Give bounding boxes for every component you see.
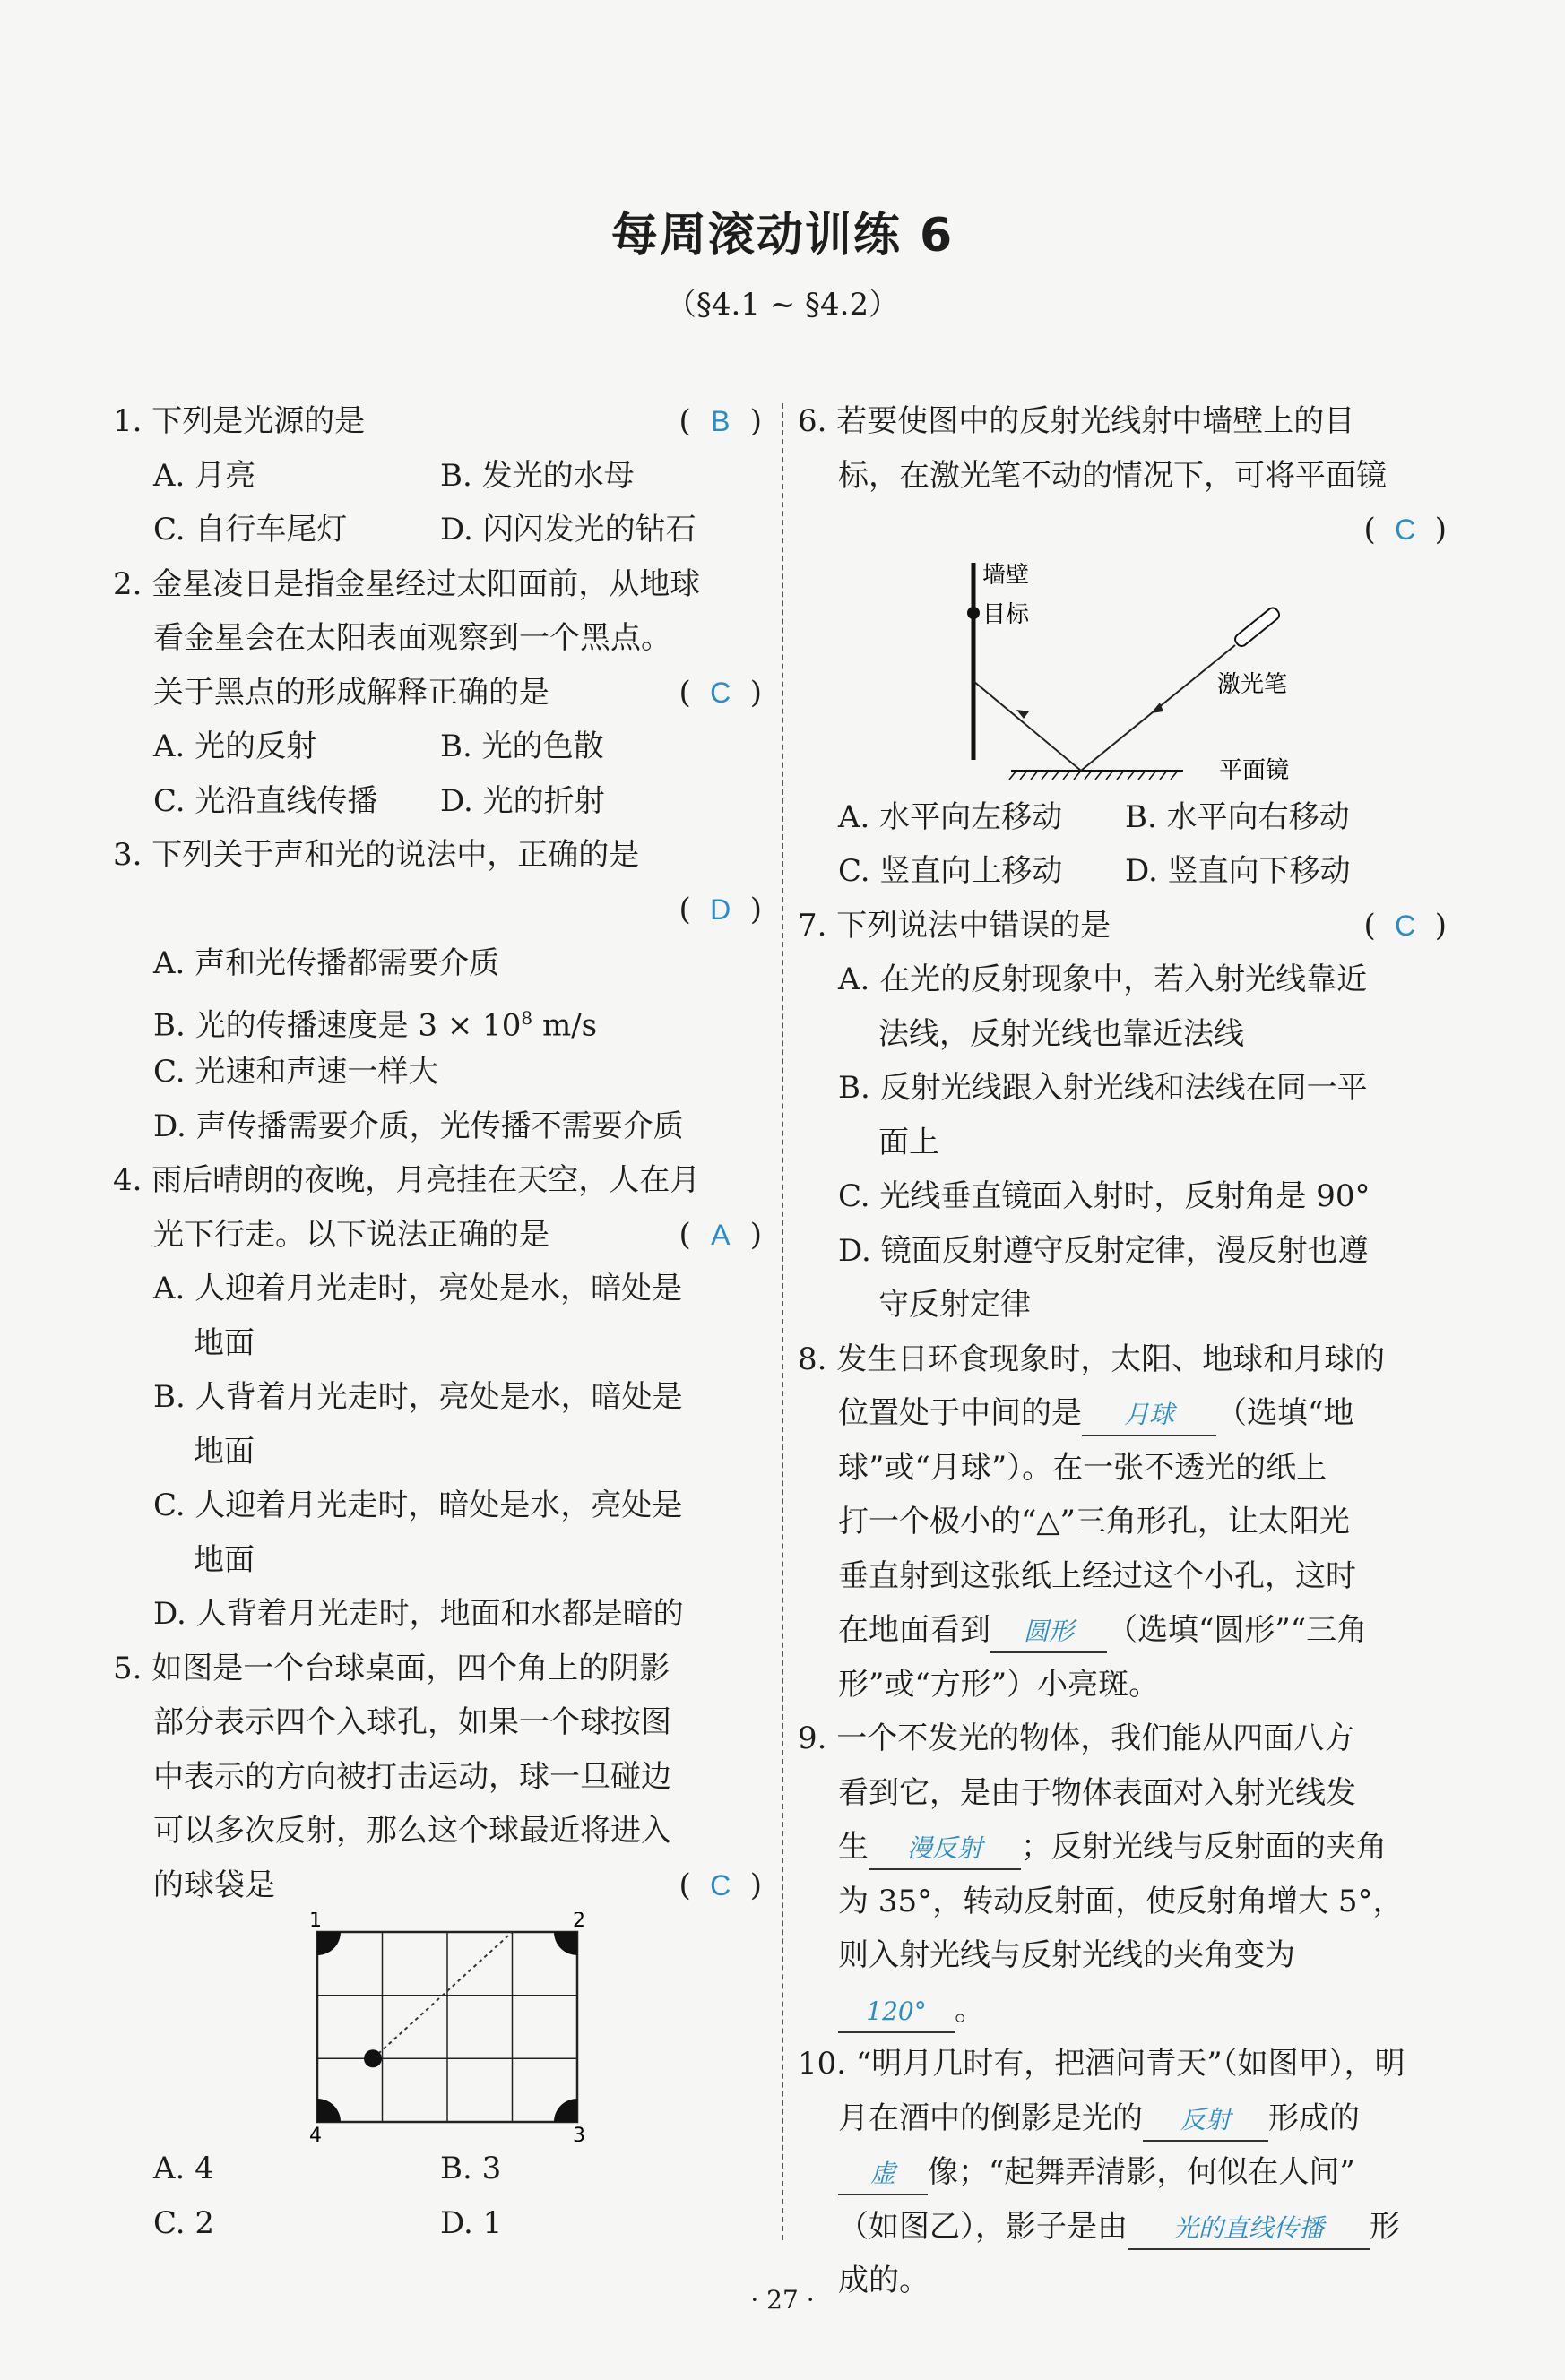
q4-option-b-cont: 地面 — [194, 1433, 255, 1470]
answer-bracket: ( C ) — [1363, 899, 1447, 953]
q6-option-c: C. 竖直向上移动 — [838, 853, 1063, 889]
q10-blank-2: 虚 — [838, 2154, 928, 2195]
q2-answer: C — [710, 676, 731, 709]
q7-option-d-cont: 守反射定律 — [878, 1287, 1031, 1323]
pocket-1 — [317, 1932, 341, 1955]
q8-line: 形”或“方形”）小亮斑。 — [838, 1666, 1160, 1703]
q9-line: 则入射光线与反射光线的夹角变为 — [838, 1937, 1295, 1973]
q9-line: 9. 一个不发光的物体，我们能从四面八方 — [798, 1720, 1355, 1756]
q3-answer: D — [710, 892, 731, 926]
q6-answer: C — [1395, 513, 1416, 546]
q8-line: 打一个极小的“△”三角形孔，让太阳光 — [838, 1504, 1350, 1539]
q4-option-b: B. 人背着月光走时，亮处是水，暗处是 — [153, 1379, 683, 1415]
answer-bracket: ( B ) — [679, 394, 762, 449]
corner-label-2: 2 — [573, 1912, 585, 1932]
q5-line: 可以多次反射，那么这个球最近将进入 — [153, 1813, 671, 1849]
left-column — [113, 394, 762, 2250]
q5-option-b: B. 3 — [440, 2151, 502, 2186]
section-range: （§4.1 ~ §4.2） — [665, 287, 900, 323]
q4-option-a-cont: 地面 — [194, 1324, 255, 1361]
q10-line: （如图乙），影子是由 光的直线传播 形 — [798, 2200, 1447, 2255]
q6-options-row — [798, 844, 1447, 899]
q8-line: 在地面看到 圆形 （选填“圆形”“三角 — [798, 1603, 1447, 1658]
q9-blank-2: 120° — [838, 1992, 955, 2033]
q7-answer: C — [1395, 909, 1416, 942]
answer-bracket: ( C ) — [679, 666, 762, 720]
q3-answer-line — [113, 883, 762, 937]
q1-options-row — [113, 449, 762, 504]
q5-answer: C — [710, 1868, 731, 1901]
q7-option-b: B. 反射光线跟入射光线和法线在同一平 — [838, 1070, 1368, 1106]
q8-blank-2: 圆形 — [990, 1612, 1107, 1653]
wall-label: 墙壁 — [982, 561, 1030, 589]
q4-option-d: D. 人背着月光走时，地面和水都是暗的 — [153, 1596, 684, 1632]
q7-option-a: A. 在光的反射现象中，若入射光线靠近 — [838, 961, 1368, 997]
q1-stem: 1. 下列是光源的是 ( B ) — [113, 394, 762, 449]
q8-line: 垂直射到这张纸上经过这个小孔，这时 — [838, 1557, 1356, 1594]
q1-option-a: A. 月亮 — [153, 457, 256, 494]
q1-option-b: B. 发光的水母 — [440, 457, 635, 494]
q3-option-d: D. 声传播需要介质，光传播不需要介质 — [153, 1108, 684, 1144]
billiard-table-figure — [113, 1912, 762, 2142]
mirror-hatching — [1009, 771, 1178, 780]
q10-line: 10. “明月几时有，把酒问青天”（如图甲），明 — [798, 2046, 1405, 2082]
q1-options-row — [113, 503, 762, 557]
q3-option-b: B. 光的传播速度是 $3 \times 10^8$ m/s — [153, 1006, 598, 1043]
q8-line: 位置处于中间的是 月球 （选填“地 — [798, 1386, 1447, 1441]
page-number: · 27 · — [750, 2285, 815, 2315]
q4-line: 4. 雨后晴朗的夜晚，月亮挂在天空，人在月 — [113, 1162, 701, 1198]
billiard-table-diagram — [113, 1912, 762, 2142]
q9-line: 120° 。 — [798, 1983, 1447, 2038]
q10-line: 月在酒中的倒影是光的 反射 形成的 — [798, 2091, 1447, 2146]
q2-line: 关于黑点的形成解释正确的是 ( C ) — [113, 666, 762, 720]
column-divider — [782, 403, 783, 2240]
corner-label-3: 3 — [573, 2125, 585, 2142]
q7-option-b-cont: 面上 — [878, 1124, 939, 1160]
q8-line: 8. 发生日环食现象时，太阳、地球和月球的 — [798, 1341, 1386, 1377]
q6-option-b: B. 水平向右移动 — [1125, 798, 1350, 835]
q6-line: 6. 若要使图中的反射光线射中墙壁上的目 — [798, 403, 1355, 439]
target-dot — [967, 607, 980, 619]
q10-line: 虚 像；“起舞弄清影，何似在人间” — [798, 2145, 1447, 2200]
q2-option-b: B. 光的色散 — [440, 729, 604, 764]
pocket-3 — [554, 2099, 577, 2122]
q3-option-c: C. 光速和声速一样大 — [153, 1054, 439, 1090]
target-label: 目标 — [982, 600, 1030, 628]
right-column — [798, 394, 1447, 2308]
mirror-reflection-figure — [798, 557, 1447, 790]
q10-blank-3: 光的直线传播 — [1128, 2209, 1370, 2250]
q6-option-a: A. 水平向左移动 — [838, 798, 1063, 835]
q1-answer: B — [711, 405, 731, 437]
q6-options-row — [798, 790, 1447, 845]
q5-line: 中表示的方向被打击运动，球一旦碰边 — [153, 1758, 671, 1795]
answer-bracket: ( C ) — [679, 1858, 762, 1913]
q9-line: 看到它，是由于物体表面对入射光线发 — [838, 1774, 1356, 1811]
answer-bracket: ( C ) — [1363, 503, 1447, 557]
q2-option-c: C. 光沿直线传播 — [153, 782, 378, 819]
q3-stem: 3. 下列关于声和光的说法中，正确的是 — [113, 837, 640, 873]
mirror-label: 平面镜 — [1219, 756, 1290, 784]
q10-blank-1: 反射 — [1143, 2100, 1268, 2142]
q6-line: 标，在激光笔不动的情况下，可将平面镜 — [838, 457, 1387, 494]
q5-line: 5. 如图是一个台球桌面，四个角上的阴影 — [113, 1650, 670, 1686]
q2-options-row — [113, 720, 762, 774]
q5-line: 部分表示四个入球孔，如果一个球按图 — [153, 1704, 671, 1740]
reflected-ray — [973, 681, 1081, 771]
q3-option-a: A. 声和光传播都需要介质 — [153, 945, 500, 981]
laser-mirror-diagram — [798, 557, 1447, 790]
q1-option-d: D. 闪闪发光的钻石 — [440, 512, 696, 548]
q4-answer: A — [711, 1218, 731, 1251]
laser-label: 激光笔 — [1217, 670, 1288, 698]
q5-line: 的球袋是 ( C ) — [113, 1858, 762, 1913]
q7-option-a-cont: 法线，反射光线也靠近法线 — [878, 1015, 1244, 1052]
q6-answer-line — [798, 503, 1447, 557]
q7-stem: 7. 下列说法中错误的是 ( C ) — [798, 899, 1447, 953]
corner-label-1: 1 — [309, 1912, 322, 1932]
q7-option-c: C. 光线垂直镜面入射时，反射角是 90° — [838, 1178, 1370, 1214]
answer-bracket: ( D ) — [679, 883, 762, 937]
q4-option-c: C. 人迎着月光走时，暗处是水，亮处是 — [153, 1488, 683, 1523]
q7-option-d: D. 镜面反射遵守反射定律，漫反射也遵 — [838, 1232, 1369, 1269]
q5-option-a: A. 4 — [153, 2151, 214, 2186]
corner-label-4: 4 — [309, 2125, 322, 2142]
q2-option-d: D. 光的折射 — [440, 782, 605, 819]
q8-line: 球”或“月球”）。在一张不透光的纸上 — [838, 1449, 1327, 1486]
q9-line: 为 35°，转动反射面，使反射角增大 5°， — [838, 1883, 1404, 1919]
q4-option-a: A. 人迎着月光走时，亮处是水，暗处是 — [153, 1271, 683, 1306]
ball — [364, 2049, 382, 2067]
q10-line: 成的。 — [838, 2263, 929, 2298]
q2-line: 2. 金星凌日是指金星经过太阳面前，从地球 — [113, 565, 701, 602]
q4-option-c-cont: 地面 — [194, 1541, 255, 1578]
q5-options-row — [113, 2142, 762, 2196]
answer-bracket: ( A ) — [679, 1208, 762, 1263]
q9-blank-1: 漫反射 — [869, 1829, 1021, 1870]
q2-options-row — [113, 774, 762, 829]
q1-option-c: C. 自行车尾灯 — [153, 512, 348, 548]
laser-pen — [1233, 606, 1282, 648]
q8-blank-1: 月球 — [1082, 1395, 1216, 1436]
page-title: 每周滚动训练 6 — [610, 209, 955, 263]
q5-option-d: D. 1 — [440, 2204, 503, 2241]
q5-option-c: C. 2 — [153, 2204, 215, 2241]
q6-option-d: D. 竖直向下移动 — [1125, 853, 1351, 889]
exponent: 8 — [521, 1006, 533, 1029]
q4-line: 光下行走。以下说法正确的是 ( A ) — [113, 1208, 762, 1263]
q5-options-row — [113, 2196, 762, 2251]
q2-line: 看金星会在太阳表面观察到一个黑点。 — [153, 620, 671, 656]
pocket-2 — [554, 1932, 577, 1955]
pocket-4 — [317, 2099, 341, 2122]
q2-option-a: A. 光的反射 — [153, 729, 317, 764]
q9-line: 生 漫反射 ；反射光线与反射面的夹角 — [798, 1820, 1447, 1875]
